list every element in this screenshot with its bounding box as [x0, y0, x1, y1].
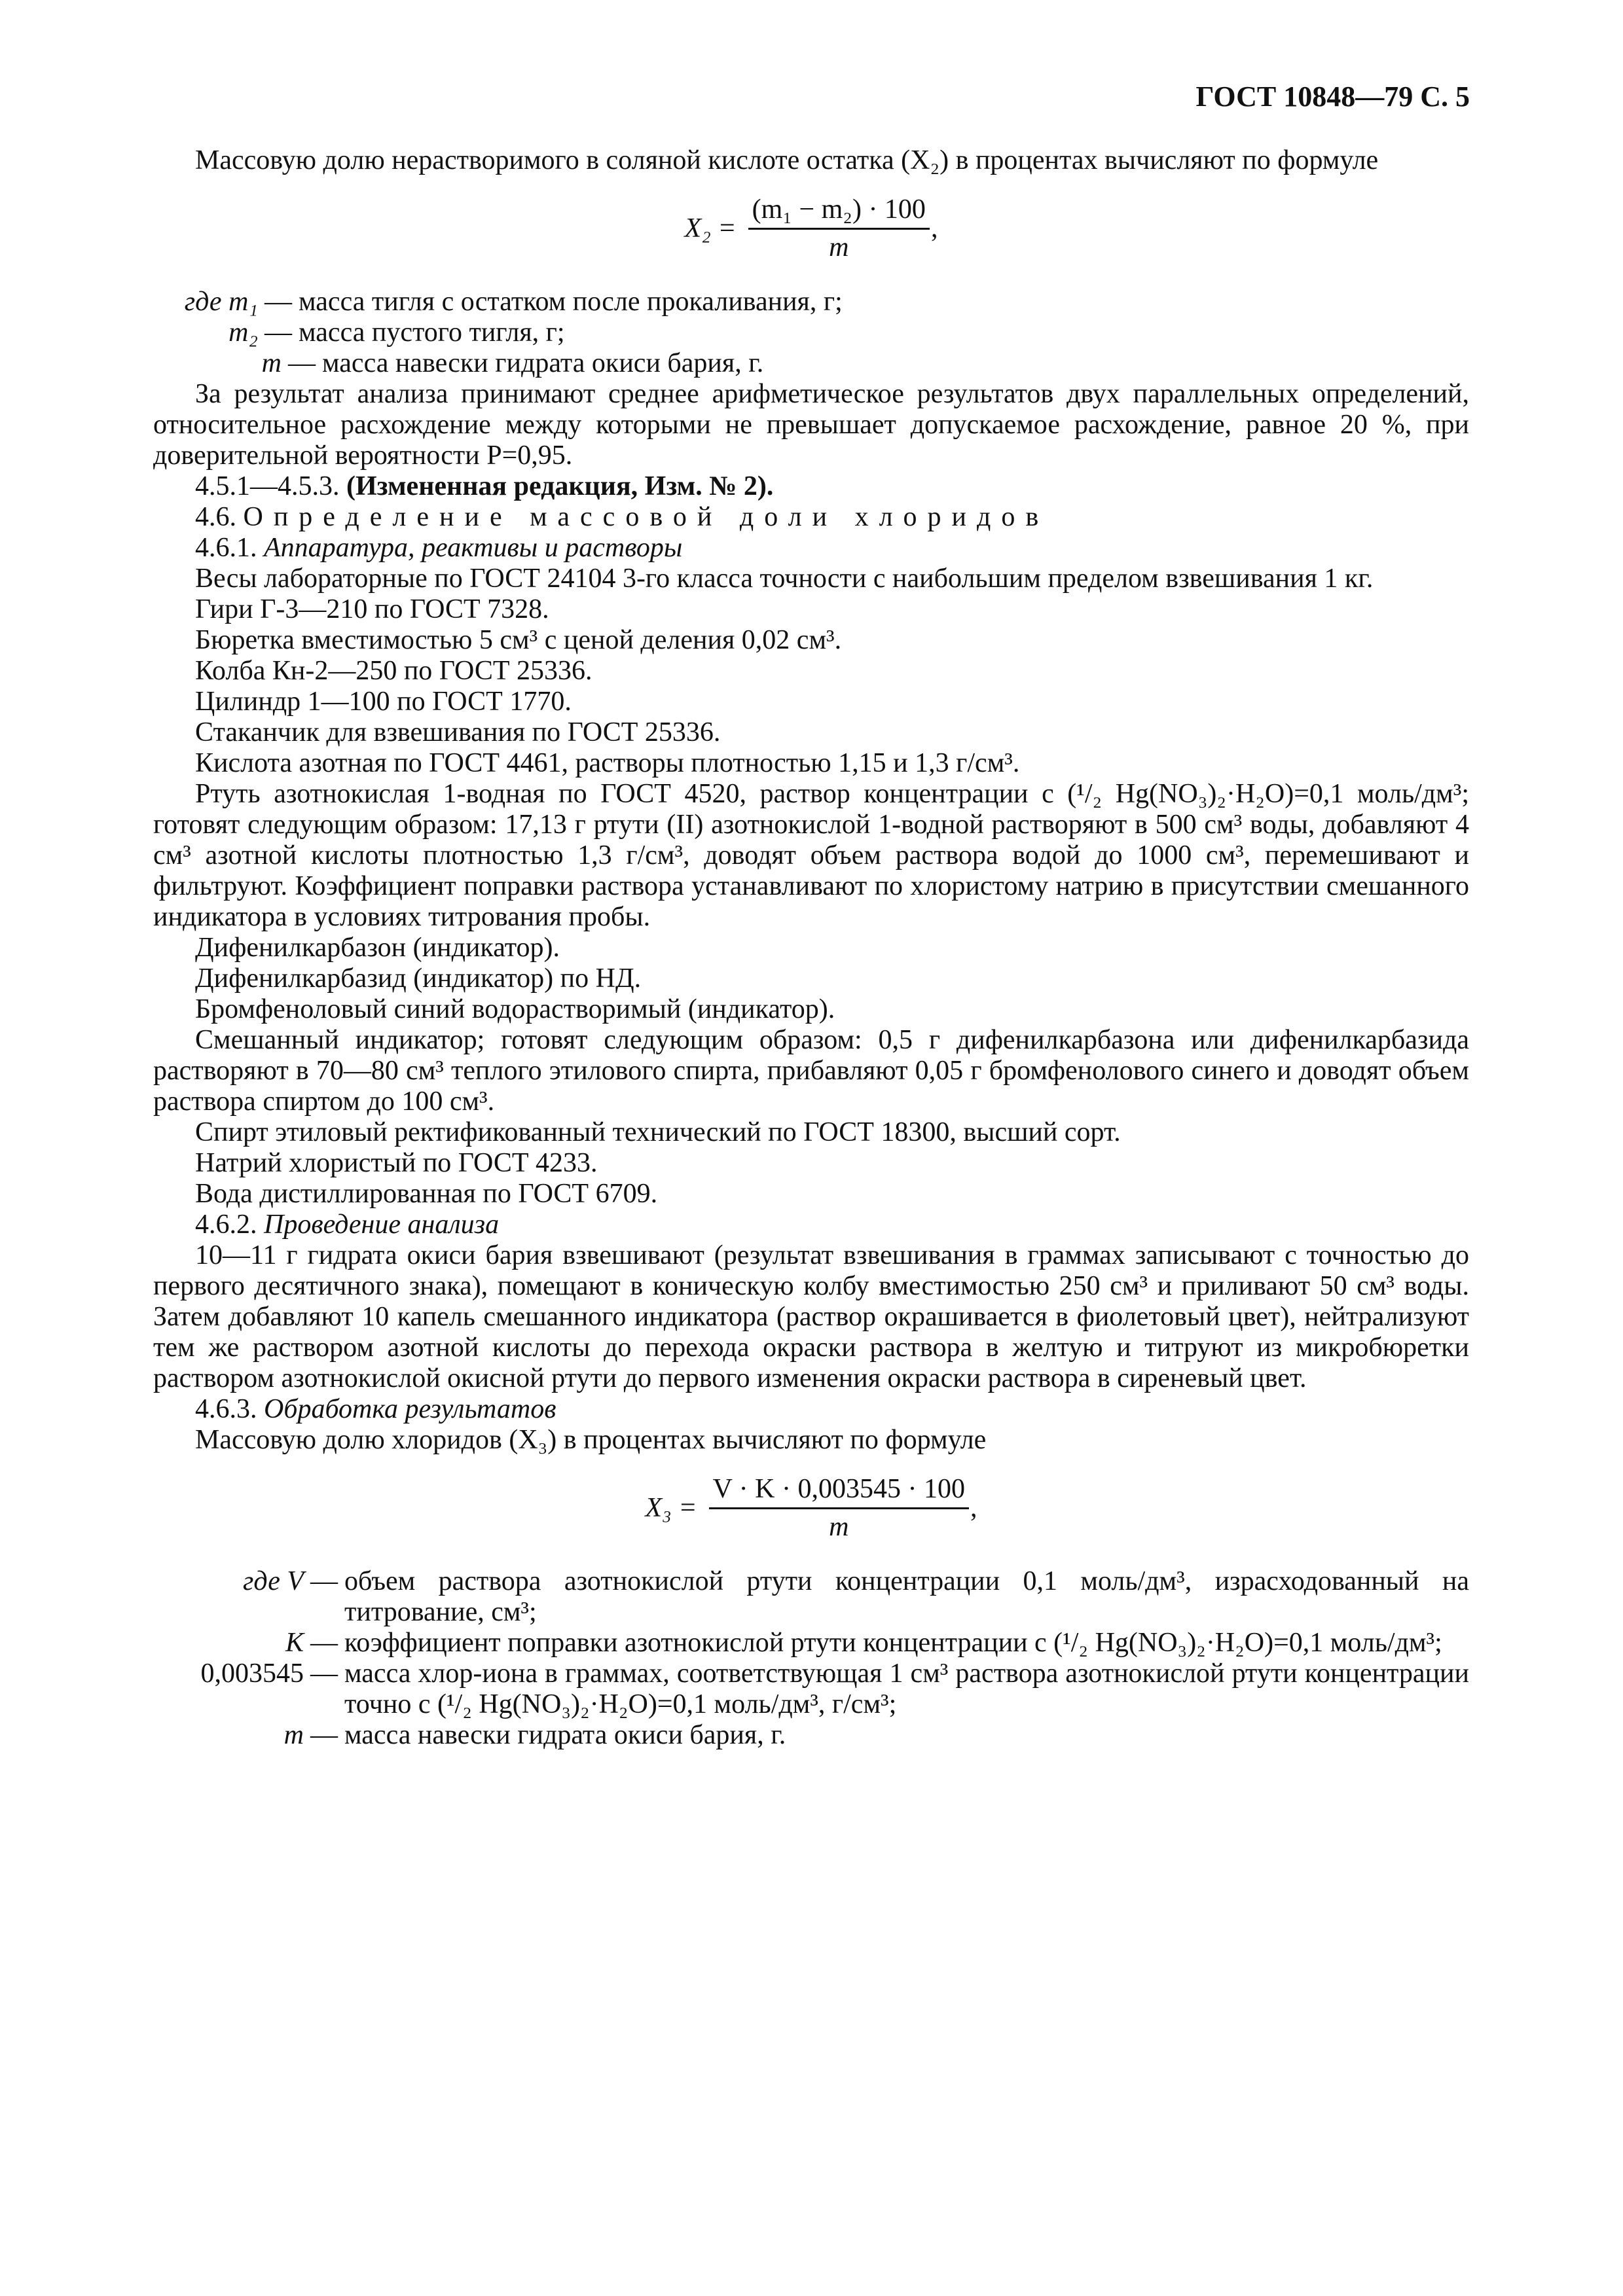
where-item [153, 1720, 1469, 1751]
section-title: Определение массовой доли хлоридов [243, 502, 1049, 532]
reagent-item: Спирт этиловый ректификованный технический по ГОСТ 18300, высший сорт. [195, 1117, 1121, 1147]
formula-x2-numerator: (m₁ − m₂) · 100 [748, 194, 930, 230]
formula-x2-denominator: m [829, 232, 849, 262]
where-label: где V [243, 1566, 304, 1596]
where-text: масса навески гидрата окиси бария, г. [322, 348, 764, 378]
section-number: 4.6.1. [195, 533, 257, 563]
where-text: масса хлор-иона в граммах, соответствующая 1 см³ раствора азотнокислой ртути концентрации точно c (¹/₂ Hg(NO₃)₂·H₂O)=0,1 моль/дм³, г/см³; [344, 1659, 1469, 1719]
where-label: 0,003545 [200, 1659, 304, 1689]
formula-x3-lhs: X₃ = [645, 1493, 697, 1523]
apparatus-item: Кислота азотная по ГОСТ 4461, растворы плотностью 1,15 и 1,3 г/см³. [195, 748, 1020, 778]
apparatus-item: Гири Г-3—210 по ГОСТ 7328. [195, 594, 549, 624]
indicator-item: Бромфеноловый синий водорастворимый (индикатор). [195, 994, 835, 1024]
section-number: 4.6.3. [195, 1394, 257, 1424]
where-label: m [261, 348, 282, 378]
formula-x3-fraction [709, 1474, 969, 1543]
apparatus-item: Колба Кн-2—250 по ГОСТ 25336. [195, 656, 593, 686]
formula-x2-lhs: X₂ = [684, 213, 737, 243]
formula-x3 [153, 1474, 1469, 1543]
section-number: 4.6. [195, 502, 236, 532]
where-label: K [285, 1628, 304, 1658]
formula-x3-denominator: m [829, 1512, 849, 1542]
intro-paragraph-2: Массовую долю хлоридов (X₃) в процентах вычисляют по формуле [195, 1425, 987, 1455]
where-label: m [283, 1720, 304, 1750]
where-item [153, 317, 1469, 348]
formula-x3-numerator: V · K · 0,003545 · 100 [709, 1474, 969, 1509]
apparatus-item: Бюретка вместимостью 5 см³ с ценой деления 0,02 см³. [195, 625, 842, 655]
where-dash: — [264, 287, 292, 317]
where-item [153, 348, 1469, 379]
where-dash: — [264, 317, 292, 348]
apparatus-item: Цилиндр 1—100 по ГОСТ 1770. [195, 687, 572, 717]
where-text: коэффициент поправки азотнокислой ртути концентрации c (¹/₂ Hg(NO₃)₂·H₂O)=0,1 моль/дм³; [344, 1628, 1442, 1658]
where-dash: — [310, 1720, 338, 1750]
where-item [153, 1628, 1469, 1659]
indicator-item: Дифенилкарбазид (индикатор) по НД. [195, 963, 642, 994]
section-title: Проведение анализа [264, 1210, 500, 1240]
section-4-6-heading [153, 502, 1469, 533]
where-text: масса пустого тигля, г; [299, 317, 565, 348]
where-list-2 [153, 1566, 1469, 1751]
formula-x2 [153, 194, 1469, 263]
section-title: Аппаратура, реактивы и растворы [264, 533, 683, 563]
where-item [153, 287, 1469, 317]
section-4-6-3-heading [153, 1394, 1469, 1425]
intro-paragraph-1: Массовую долю нерастворимого в соляной кислоте остатка (X₂) в процентах вычисляют по формуле [195, 145, 1379, 175]
where-list-1 [153, 287, 1469, 379]
page-header: ГОСТ 10848—79 С. 5 [1195, 81, 1470, 113]
edit-note-prefix: 4.5.1—4.5.3. [195, 471, 340, 501]
formula-x2-comma: , [930, 213, 938, 243]
where-dash: — [288, 348, 316, 378]
apparatus-item: Весы лабораторные по ГОСТ 24104 3-го класса точности с наибольшим пределом взвешивания 1 кг. [195, 564, 1374, 594]
where-dash: — [310, 1566, 338, 1596]
where-text: масса тигля с остатком после прокаливания, г; [299, 287, 843, 317]
edit-note-bold: (Измененная редакция, Изм. № 2). [346, 471, 774, 501]
where-dash: — [310, 1659, 338, 1689]
section-title: Обработка результатов [264, 1394, 556, 1424]
apparatus-item: Стаканчик для взвешивания по ГОСТ 25336. [195, 717, 721, 747]
reagent-item: Натрий хлористый по ГОСТ 4233. [195, 1148, 598, 1178]
section-4-6-2-heading [153, 1210, 1469, 1240]
where-text: объем раствора азотнокислой ртути концентрации 0,1 моль/дм³, израсходованный на титрование, см³; [344, 1566, 1469, 1627]
where-label: где m₁ [184, 287, 258, 317]
mercury-paragraph: Ртуть азотнокислая 1-водная по ГОСТ 4520, раствор концентрации c (¹/₂ Hg(NO₃)₂·H₂O)=0,1 моль/дм³; готовят следующим образом: 17,13 г ртути (II) азотнокислой 1-водной растворяют в 500 см³ воды, добавляют 4 см³ азотной кислоты плотностью 1,3 г/см³, доводят объем раствора водой до 1000 см³, перемешивают и фильтруют. Коэффициент поправки раствора устанавливают по хлористому натрию в присутствии смешанного индикатора в условиях титрования пробы. [153, 779, 1469, 932]
indicator-item: Дифенилкарбазон (индикатор). [195, 933, 560, 963]
mixed-indicator-paragraph: Смешанный индикатор; готовят следующим образом: 0,5 г дифенилкарбазона или дифенилкарбазида растворяют в 70—80 см³ теплого этилового спирта, прибавляют 0,05 г бромфенолового синего и доводят объем раствора спиртом до 100 см³. [153, 1025, 1469, 1117]
result-paragraph: За результат анализа принимают среднее арифметическое результатов двух параллельных определений, относительное расхождение между которыми не превышает допускаемое расхождение, равное 20 %, при доверительной вероятности P=0,95. [153, 379, 1469, 471]
document-body [153, 145, 1469, 1751]
analysis-paragraph: 10—11 г гидрата окиси бария взвешивают (результат взвешивания в граммах записывают с точностью до первого десятичного знака), помещают в коническую колбу вместимостью 250 см³ и приливают 50 см³ воды. Затем добавляют 10 капель смешанного индикатора (раствор окрашивается в фиолетовый цвет), нейтрализуют тем же раствором азотной кислоты до перехода окраски раствора в желтую и титруют из микробюретки раствором азотнокислой окисной ртути до первого изменения окраски раствора в сиреневый цвет. [153, 1240, 1469, 1393]
edit-note [153, 471, 1469, 502]
section-number: 4.6.2. [195, 1210, 257, 1240]
where-label: m₂ [228, 317, 258, 348]
formula-x3-comma: , [970, 1493, 977, 1523]
reagent-item: Вода дистиллированная по ГОСТ 6709. [195, 1179, 658, 1209]
section-4-6-1-heading [153, 533, 1469, 564]
formula-x2-fraction [748, 194, 930, 263]
where-text: масса навески гидрата окиси бария, г. [344, 1720, 786, 1750]
where-item [153, 1566, 1469, 1628]
where-item [153, 1659, 1469, 1720]
where-dash: — [310, 1628, 338, 1658]
